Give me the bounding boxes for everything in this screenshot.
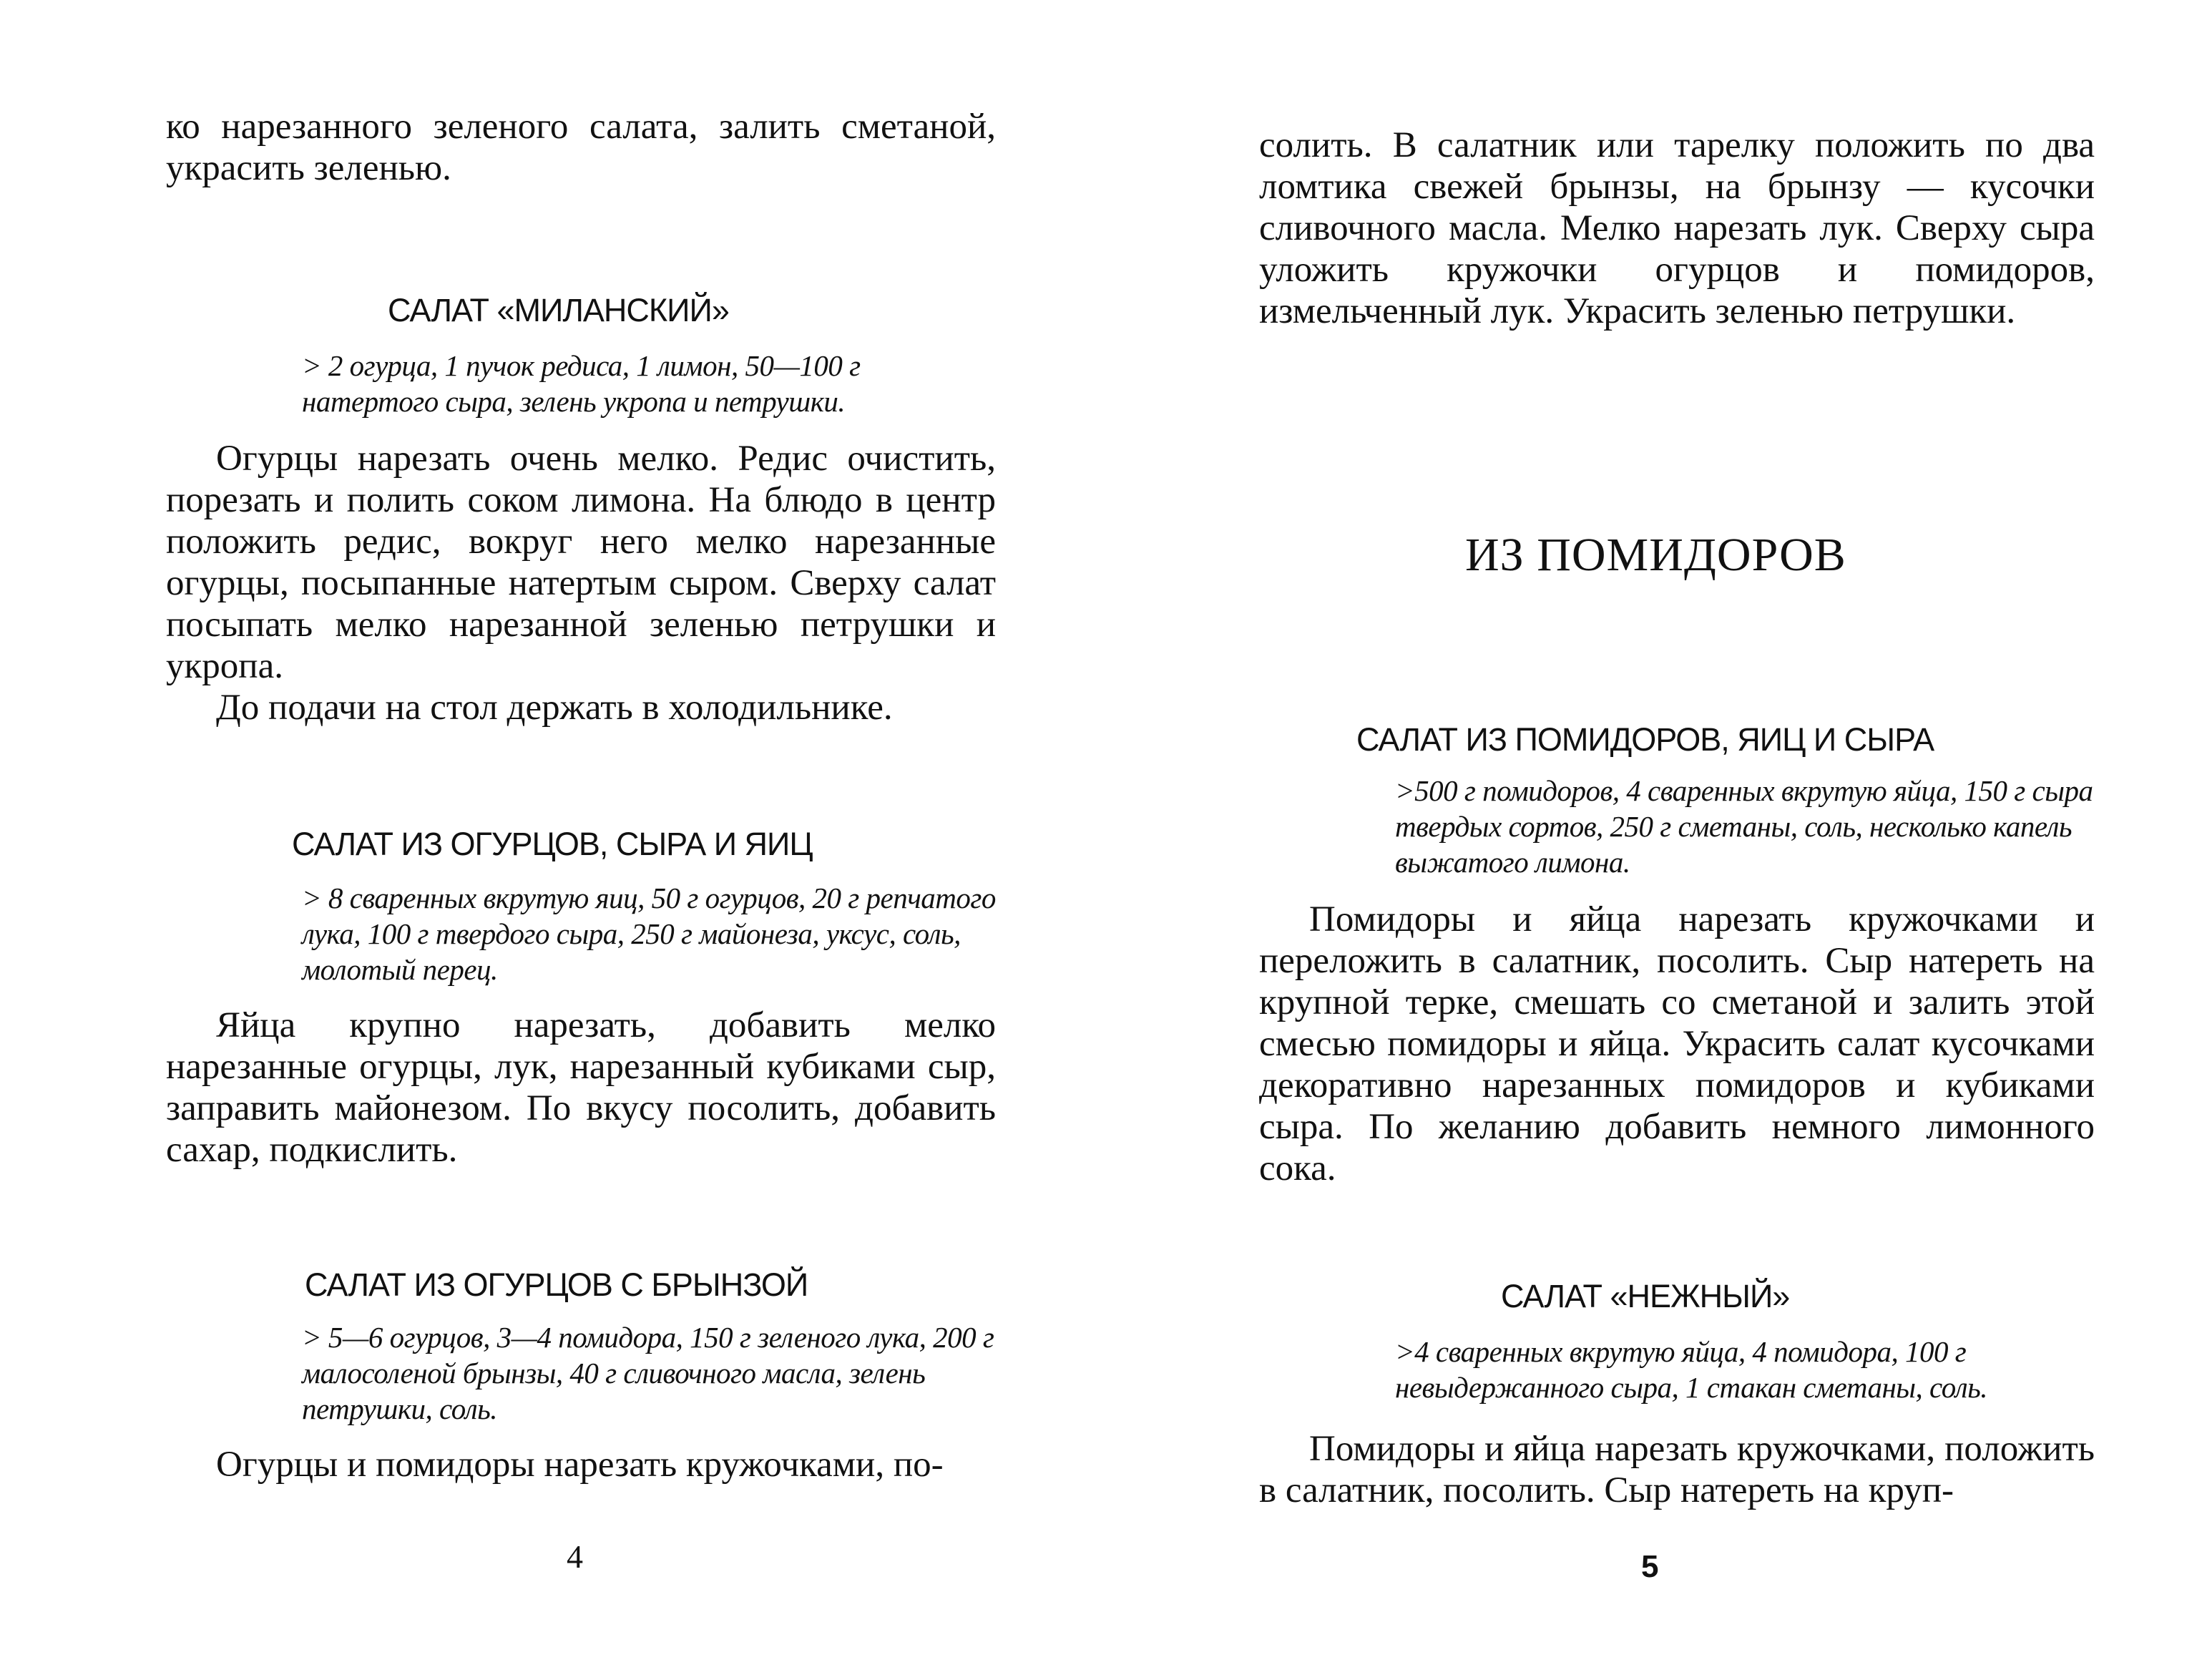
recipe-body-milanskiy bbox=[166, 438, 996, 728]
recipe-title-cucumber-brynza: САЛАТ ИЗ ОГУРЦОВ С БРЫНЗОЙ bbox=[305, 1266, 808, 1303]
recipe-paragraph: Огурцы и помидоры нарезать кружочками, по- bbox=[216, 1445, 944, 1485]
recipe-ingredients-cucumber-brynza: > 5—6 огурцов, 3—4 помидора, 150 г зеленого лука, 200 г малосоленой брынзы, 40 г сливочного масла, зелень петрушки, соль. bbox=[302, 1321, 994, 1425]
recipe-paragraph: Помидоры и яйца нарезать кружочками и переложить в салатник, посолить. Сыр натереть на крупной терке, смешать со сметаной и залить этой смесью помидоры и яйца. Украсить салат кусочками декоративно нарезанных помидоров и кубиками сыра. По желанию добавить немного лимонного сока. bbox=[1259, 899, 2095, 1188]
recipe-paragraph: Яйца крупно нарезать, добавить мелко нарезанные огурцы, лук, нарезанный кубиками сыр, заправить майонезом. По вкусу посолить, добавить сахар, подкислить. bbox=[166, 1005, 996, 1170]
right-intro-text: солить. В салатник или тарелку положить по два ломтика свежей брынзы, на брынзу — кусочки сливочного масла. Мелко нарезать лук. Сверху сыра уложить кружочки огурцов и помидоров, измельченный лук. Украсить зеленью петрушки. bbox=[1259, 125, 2095, 331]
recipe-ingredients-nezhnyy: >4 сваренных вкрутую яйца, 4 помидора, 100 г невыдержанного сыра, 1 стакан сметаны, соль. bbox=[1395, 1335, 1987, 1404]
recipe-title-cucumber-cheese-eggs: САЛАТ ИЗ ОГУРЦОВ, СЫРА И ЯИЦ bbox=[292, 826, 813, 862]
chapter-title: ИЗ ПОМИДОРОВ bbox=[1465, 529, 1846, 581]
recipe-body-nezhnyy bbox=[1259, 1428, 2095, 1511]
recipe-ingredients-milanskiy: > 2 огурца, 1 пучок редиса, 1 лимон, 50—100 г натертого сыра, зелень укропа и петрушки. bbox=[302, 349, 861, 418]
right-page bbox=[1259, 0, 2095, 1680]
recipe-title-milanskiy: САЛАТ «МИЛАНСКИЙ» bbox=[388, 292, 729, 328]
recipe-paragraph: До подачи на стол держать в холодильнике. bbox=[216, 688, 893, 728]
recipe-ingredients-tomato-eggs-cheese: >500 г помидоров, 4 сваренных вкрутую яйца, 150 г сыра твердых сортов, 250 г сметаны, соль, несколько капель выжатого лимона. bbox=[1395, 774, 2093, 879]
recipe-ingredients-cucumber-cheese-eggs: > 8 сваренных вкрутую яиц, 50 г огурцов, 20 г репчатого лука, 100 г твердого сыра, 250 г майонеза, уксус, соль, молотый перец. bbox=[302, 881, 996, 986]
recipe-title-tomato-eggs-cheese: САЛАТ ИЗ ПОМИДОРОВ, ЯИЦ И СЫРА bbox=[1356, 721, 1934, 758]
left-intro-text: ко нарезанного зеленого салата, залить сметаной, украсить зеленью. bbox=[166, 107, 996, 188]
recipe-paragraph: Огурцы нарезать очень мелко. Редис очистить, порезать и полить соком лимона. На блюдо в центр положить редис, вокруг него мелко нарезанные огурцы, посыпанные натертым сыром. Сверху салат посыпать мелко нарезанной зеленью петрушки и укропа. bbox=[166, 439, 996, 686]
page-number: 4 bbox=[567, 1538, 583, 1575]
recipe-paragraph: Помидоры и яйца нарезать кружочками, положить в салатник, посолить. Сыр натереть на круп- bbox=[1259, 1429, 2095, 1510]
recipe-body-cucumber-cheese-eggs bbox=[166, 1005, 996, 1171]
left-page bbox=[166, 0, 996, 1680]
page-number: 5 bbox=[1641, 1549, 1659, 1584]
recipe-body-cucumber-brynza bbox=[166, 1444, 996, 1485]
recipe-body-tomato-eggs-cheese bbox=[1259, 899, 2095, 1189]
recipe-title-nezhnyy: САЛАТ «НЕЖНЫЙ» bbox=[1501, 1278, 1790, 1314]
